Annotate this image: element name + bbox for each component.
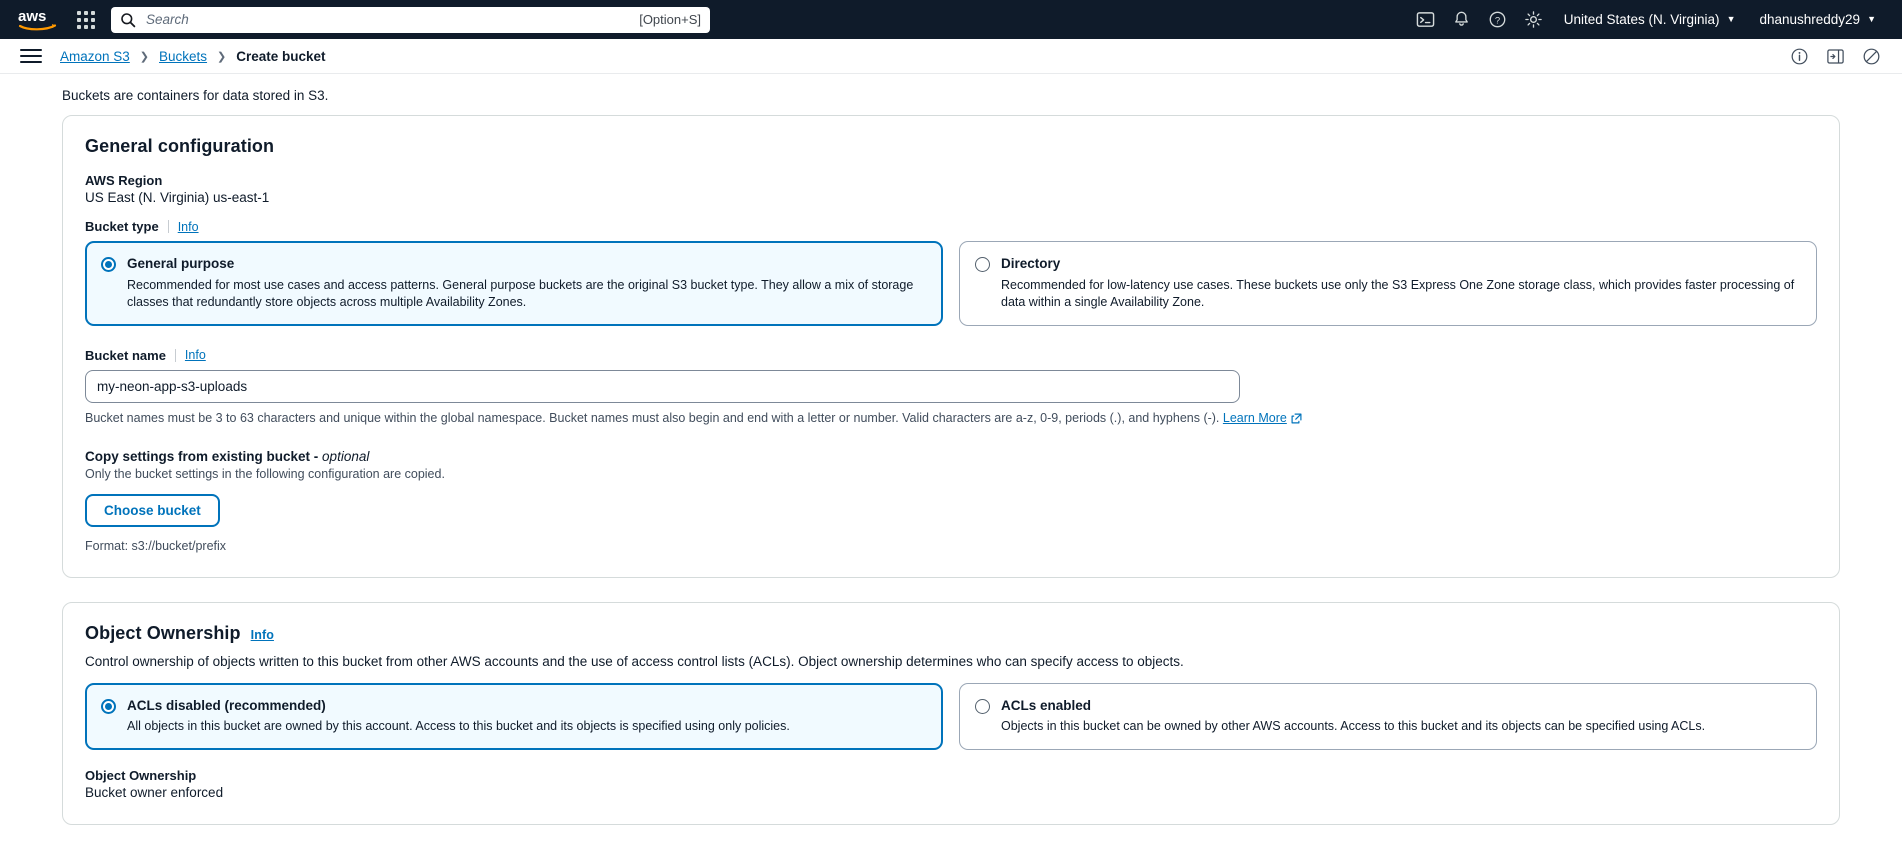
bucket-name-helper-body: Bucket names must be 3 to 63 characters and unique within the global namespace. Bucket names must also begin and end with a letter or number. Valid characters are a-z, 0-9, periods (.), and hyphens (-). [85,410,1220,425]
bucket-name-input[interactable] [85,370,1240,403]
account-menu[interactable] [1747,2,1888,38]
bucket-name-learn-more-link[interactable]: Learn More [1222,410,1287,425]
aws-region-value: US East (N. Virginia) us-east-1 [85,190,270,205]
bucket-name-info-link[interactable]: Info [184,348,206,363]
open-panel-icon[interactable] [1824,45,1846,67]
aws-logo[interactable] [14,5,61,35]
account-label: dhanushreddy29 [1759,12,1861,27]
search-icon [120,12,136,28]
cloudshell-icon[interactable] [1408,2,1444,38]
bucket-format-note: Format: s3://bucket/prefix [85,538,227,553]
object-ownership-panel [62,602,1840,826]
bucket-type-general-purpose-title: General purpose [127,256,235,271]
breadcrumb-bar [0,39,1902,74]
bucket-name-label-row [85,348,1817,363]
general-configuration-panel [62,115,1840,578]
label-divider [175,349,176,362]
bucket-type-label-row [85,219,1817,234]
bucket-type-label: Bucket type [85,219,159,234]
copy-settings-title [85,449,1817,464]
object-ownership-summary [85,768,1817,800]
apps-grid-icon[interactable] [69,3,103,37]
feedback-icon[interactable] [1860,45,1882,67]
chevron-down-icon: ▼ [1867,14,1876,24]
object-ownership-option-acls-disabled[interactable] [85,683,943,751]
region-label: United States (N. Virginia) [1563,12,1720,27]
bucket-type-info-link[interactable]: Info [177,219,199,234]
settings-gear-icon[interactable] [1516,2,1552,38]
bucket-type-general-purpose-description: Recommended for most use cases and access patterns. General purpose buckets are the original S3 bucket type. They allow a mix of storage classes that redundantly store objects across multiple Availability Zones. [127,277,914,309]
breadcrumb-item-buckets[interactable]: Buckets [159,48,208,64]
breadcrumb-item-create-bucket: Create bucket [236,48,326,64]
label-divider [168,220,169,233]
svg-text:aws: aws [17,7,46,25]
page-intro-text: Buckets are containers for data stored in S3. [62,88,329,103]
search-shortcut-hint: [Option+S] [639,12,701,27]
bucket-type-option-general-purpose[interactable] [85,241,943,326]
info-circle-icon[interactable] [1788,45,1810,67]
object-ownership-options [85,683,1817,751]
object-ownership-info-link[interactable]: Info [250,627,274,642]
external-link-icon [1291,413,1302,427]
svg-text:?: ? [1495,15,1501,27]
copy-settings-title-text: Copy settings from existing bucket - [85,448,323,464]
acls-disabled-description: All objects in this bucket are owned by this account. Access to this bucket and its objects is specified using only policies. [127,719,790,734]
copy-settings-description: Only the bucket settings in the following configuration are copied. [85,466,445,481]
object-ownership-summary-value: Bucket owner enforced [85,785,224,801]
region-selector[interactable] [1552,2,1748,38]
search-input[interactable] [144,8,631,32]
bucket-type-directory-title: Directory [1001,256,1061,271]
chevron-down-icon: ▼ [1726,14,1736,24]
menu-hamburger-icon[interactable] [20,45,42,67]
radio-acls-enabled[interactable] [975,699,990,714]
object-ownership-title: Object Ownership [85,622,241,643]
radio-directory[interactable] [975,257,990,272]
breadcrumb-item-amazon-s3[interactable]: Amazon S3 [60,48,130,64]
object-ownership-option-acls-enabled[interactable] [959,683,1817,751]
breadcrumb-separator-icon: ❯ [139,50,150,63]
bucket-name-helper-text [85,411,1817,427]
help-question-icon[interactable] [1480,2,1516,38]
object-ownership-description: Control ownership of objects written to this bucket from other AWS accounts and the use of access control lists (ACLs). Object ownership determines who can specify access to objects. [85,653,1184,669]
aws-region-label: AWS Region [85,173,163,188]
acls-disabled-title: ACLs disabled (recommended) [127,697,326,713]
object-ownership-summary-label: Object Ownership [85,768,197,784]
page-content [0,74,1902,865]
bucket-name-label: Bucket name [85,347,166,363]
top-navigation-bar [0,0,1902,39]
bucket-type-options [85,241,1817,326]
bucket-type-directory-description: Recommended for low-latency use cases. These buckets use only the S3 Express One Zone storage class, which provides faster processing of data within a single Availability Zone. [1001,277,1795,309]
search-bar[interactable] [111,7,710,33]
acls-enabled-description: Objects in this bucket can be owned by other AWS accounts. Access to this bucket and its objects can be specified using ACLs. [1001,719,1706,734]
bucket-type-option-directory[interactable] [959,241,1817,326]
breadcrumb [60,49,326,64]
acls-enabled-title: ACLs enabled [1001,697,1092,713]
notifications-bell-icon[interactable] [1444,2,1480,38]
general-configuration-title: General configuration [85,136,275,156]
radio-acls-disabled[interactable] [101,699,116,714]
breadcrumb-separator-icon: ❯ [217,50,227,63]
object-ownership-title-row [85,623,1817,644]
choose-bucket-button[interactable]: Choose bucket [85,494,220,527]
radio-general-purpose[interactable] [101,257,116,272]
copy-settings-optional: optional [322,448,370,464]
